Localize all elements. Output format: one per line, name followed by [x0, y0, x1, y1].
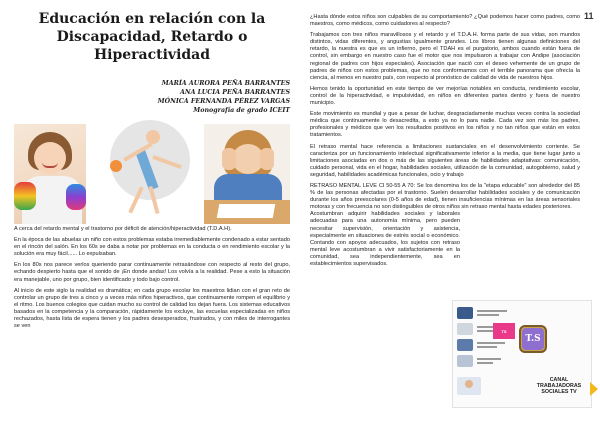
paragraph: Acostumbran adquirir habilidades sociales y laborales adecuadas para una autonomía mínima, pero pueden necesitar supervisión, orientación y asistencia, especialmente en situaciones de estrés social o económico. Contando con apoyos adecuados, los sujetos con retraso mental leve acostumbran a vivir satisfactoriamente en la comunidad, sea independientemente, sea en establecimientos supervisados. — [310, 211, 460, 267]
paragraph: En los 80s nos parece verlos queriendo parar continuamente retrasándose con respecto al resto del grupo, echando despierto hasta que el sonido de ¡En donde andas! Los volvía a la realidad. Pese a esto la situación era manejable, uno por grupo, bien identificado y todo bajo control. — [14, 262, 290, 283]
frustrated-student-image — [204, 124, 290, 224]
logo-text: T.S — [522, 328, 544, 350]
left-body-text — [14, 226, 290, 334]
header-illustration — [14, 120, 290, 224]
paragraph: En la época de las abuelas un niño con estos problemas estaba irremediablemente condenado a estar sentado en el rincón del salón. En los 60s se daba a notar por problemas en la conducta o en rendimiento escolar y la solución era muy fácil...... Lo expulsaban. — [14, 237, 290, 258]
channel-logo — [519, 325, 547, 353]
paragraph: El retraso mental hace referencia a limitaciones sustanciales en el desenvolvimiento corriente. Se caracteriza por un funcionamiento intelectual significativamente inferior a la media, que tiene lugar junto a limitaciones asociadas en dos o más de las siguientes áreas de habilidades adaptativas: comunicación, cuidado personal, vida en el hogar, habilidades sociales, utilización de la comunidad, autogobierno, salud y seguridad, habilidades académicas funcionales, ocio y trabajo — [310, 143, 580, 178]
right-page — [300, 0, 600, 424]
paragraph: A cerca del retardo mental y el trastorno por déficit de atención/hiperactividad (T.D.A.H). — [14, 226, 232, 232]
child-with-painted-hands-image — [14, 124, 86, 224]
paragraph: Trabajamos con tres niños maravillosos y el retardo y el T.D.A.H. forma parte de sus vidas, son mundos distintos, vidas diferentes, y angustias igualmente grandes. Los libros tienen algunas definiciones del retardo, la nuestra es que es un infierno, pero el TDAH es el purgatorio, ambos cuando están fuera de control, sin embargo en nuestro caso fue el motor que nos impulsaron a trabajar con Andipe (asociación regional de padres con hijos especiales). Asociación que nació con el deseo vehemente de un grupo de padres de niños con estos problemas, que no nos conformamos con el terrible panorama que ofrecía la ciencia, al menos en nuestro país, con respecto al pronóstico de calidad de vida de nuestros hijos. — [310, 32, 580, 81]
author-list — [120, 79, 290, 115]
author-name: ANA LUCIA PEÑA BARRANTES — [179, 89, 290, 96]
author-name: MÓNICA FERNANDA PÉREZ VARGAS — [157, 98, 290, 105]
paragraph: Este movimiento es mundial y que a pesar de luchar, desgraciadamente muchas veces contra la sociedad médica que continuamente lo desacredita, a esto ya no lo para nadie. Cada vez son más los padres, profesionales y médicos que ven los resultados positivos en los niños y no tan niños que están en estos tratamientos. — [310, 111, 580, 139]
child-jumping-image — [102, 120, 194, 220]
article-title: Educación en relación con la Discapacidad, Retardo o Hiperactividad — [38, 11, 266, 63]
channel-badge: TS — [493, 323, 515, 339]
paragraph: Al inicio de este siglo la realidad es dramática; en cada grupo escolar los maestros lidian con el gran reto de controlar un grupo de tres a cinco y a veces más niños hiperactivos, que continuamente rompen el equilibrio y el ritmo. Los buenos colegios que cuidan mucho su control de calidad los dejan fuera. Los sistemas educativos basados en la competencia y la comparación, rápidamente los excluye, las escuelas especializadas en niños rechazados, hasta lista de espera tienen y los padres desesperados, frustrados, y con miles de interrogantes se ven — [14, 287, 290, 330]
page-number: 11 — [584, 11, 594, 21]
publication-note: Monografía de grado ICEIT — [193, 107, 290, 114]
paragraph: Hemos tenido la oportunidad en este tiempo de ver mejorías notables en conducta, rendimiento escolar, control de la hiperactividad, e impulsividad, en niños en diferentes partes dentro y fuera de nuestro municipio. — [310, 85, 580, 107]
author-name: MARÍA AURORA PEÑA BARRANTES — [161, 80, 290, 87]
triangle-right-icon[interactable] — [590, 382, 598, 396]
paragraph: ¿Hasta dónde estos niños son culpables de su comportamiento? ¿Qué podemos hacer como padres, como maestros, como médicos, como cuidadores al respecto? — [310, 14, 580, 28]
right-body-text — [310, 14, 580, 272]
paragraph: RETRASO MENTAL LEVE CI 50-55 A 70: Se los denomina los de la "etapa educable" son alrededor del 85 % de las personas afectadas por el trastorno. Suelen desarrollar habilidades sociales y de comunicación durante los años preescolares (0-5 años de edad), tienen insuficiencias mínimas en las áreas sensoriales motoras y con frecuencia no son distinguibles de otros niños sin retraso mental hasta edades posteriores. — [310, 182, 580, 211]
video-channel-screenshot[interactable] — [452, 300, 592, 408]
channel-label: CANAL TRABAJADORAS SOCIALES TV — [536, 377, 582, 396]
presenter-thumbnail — [457, 377, 481, 395]
